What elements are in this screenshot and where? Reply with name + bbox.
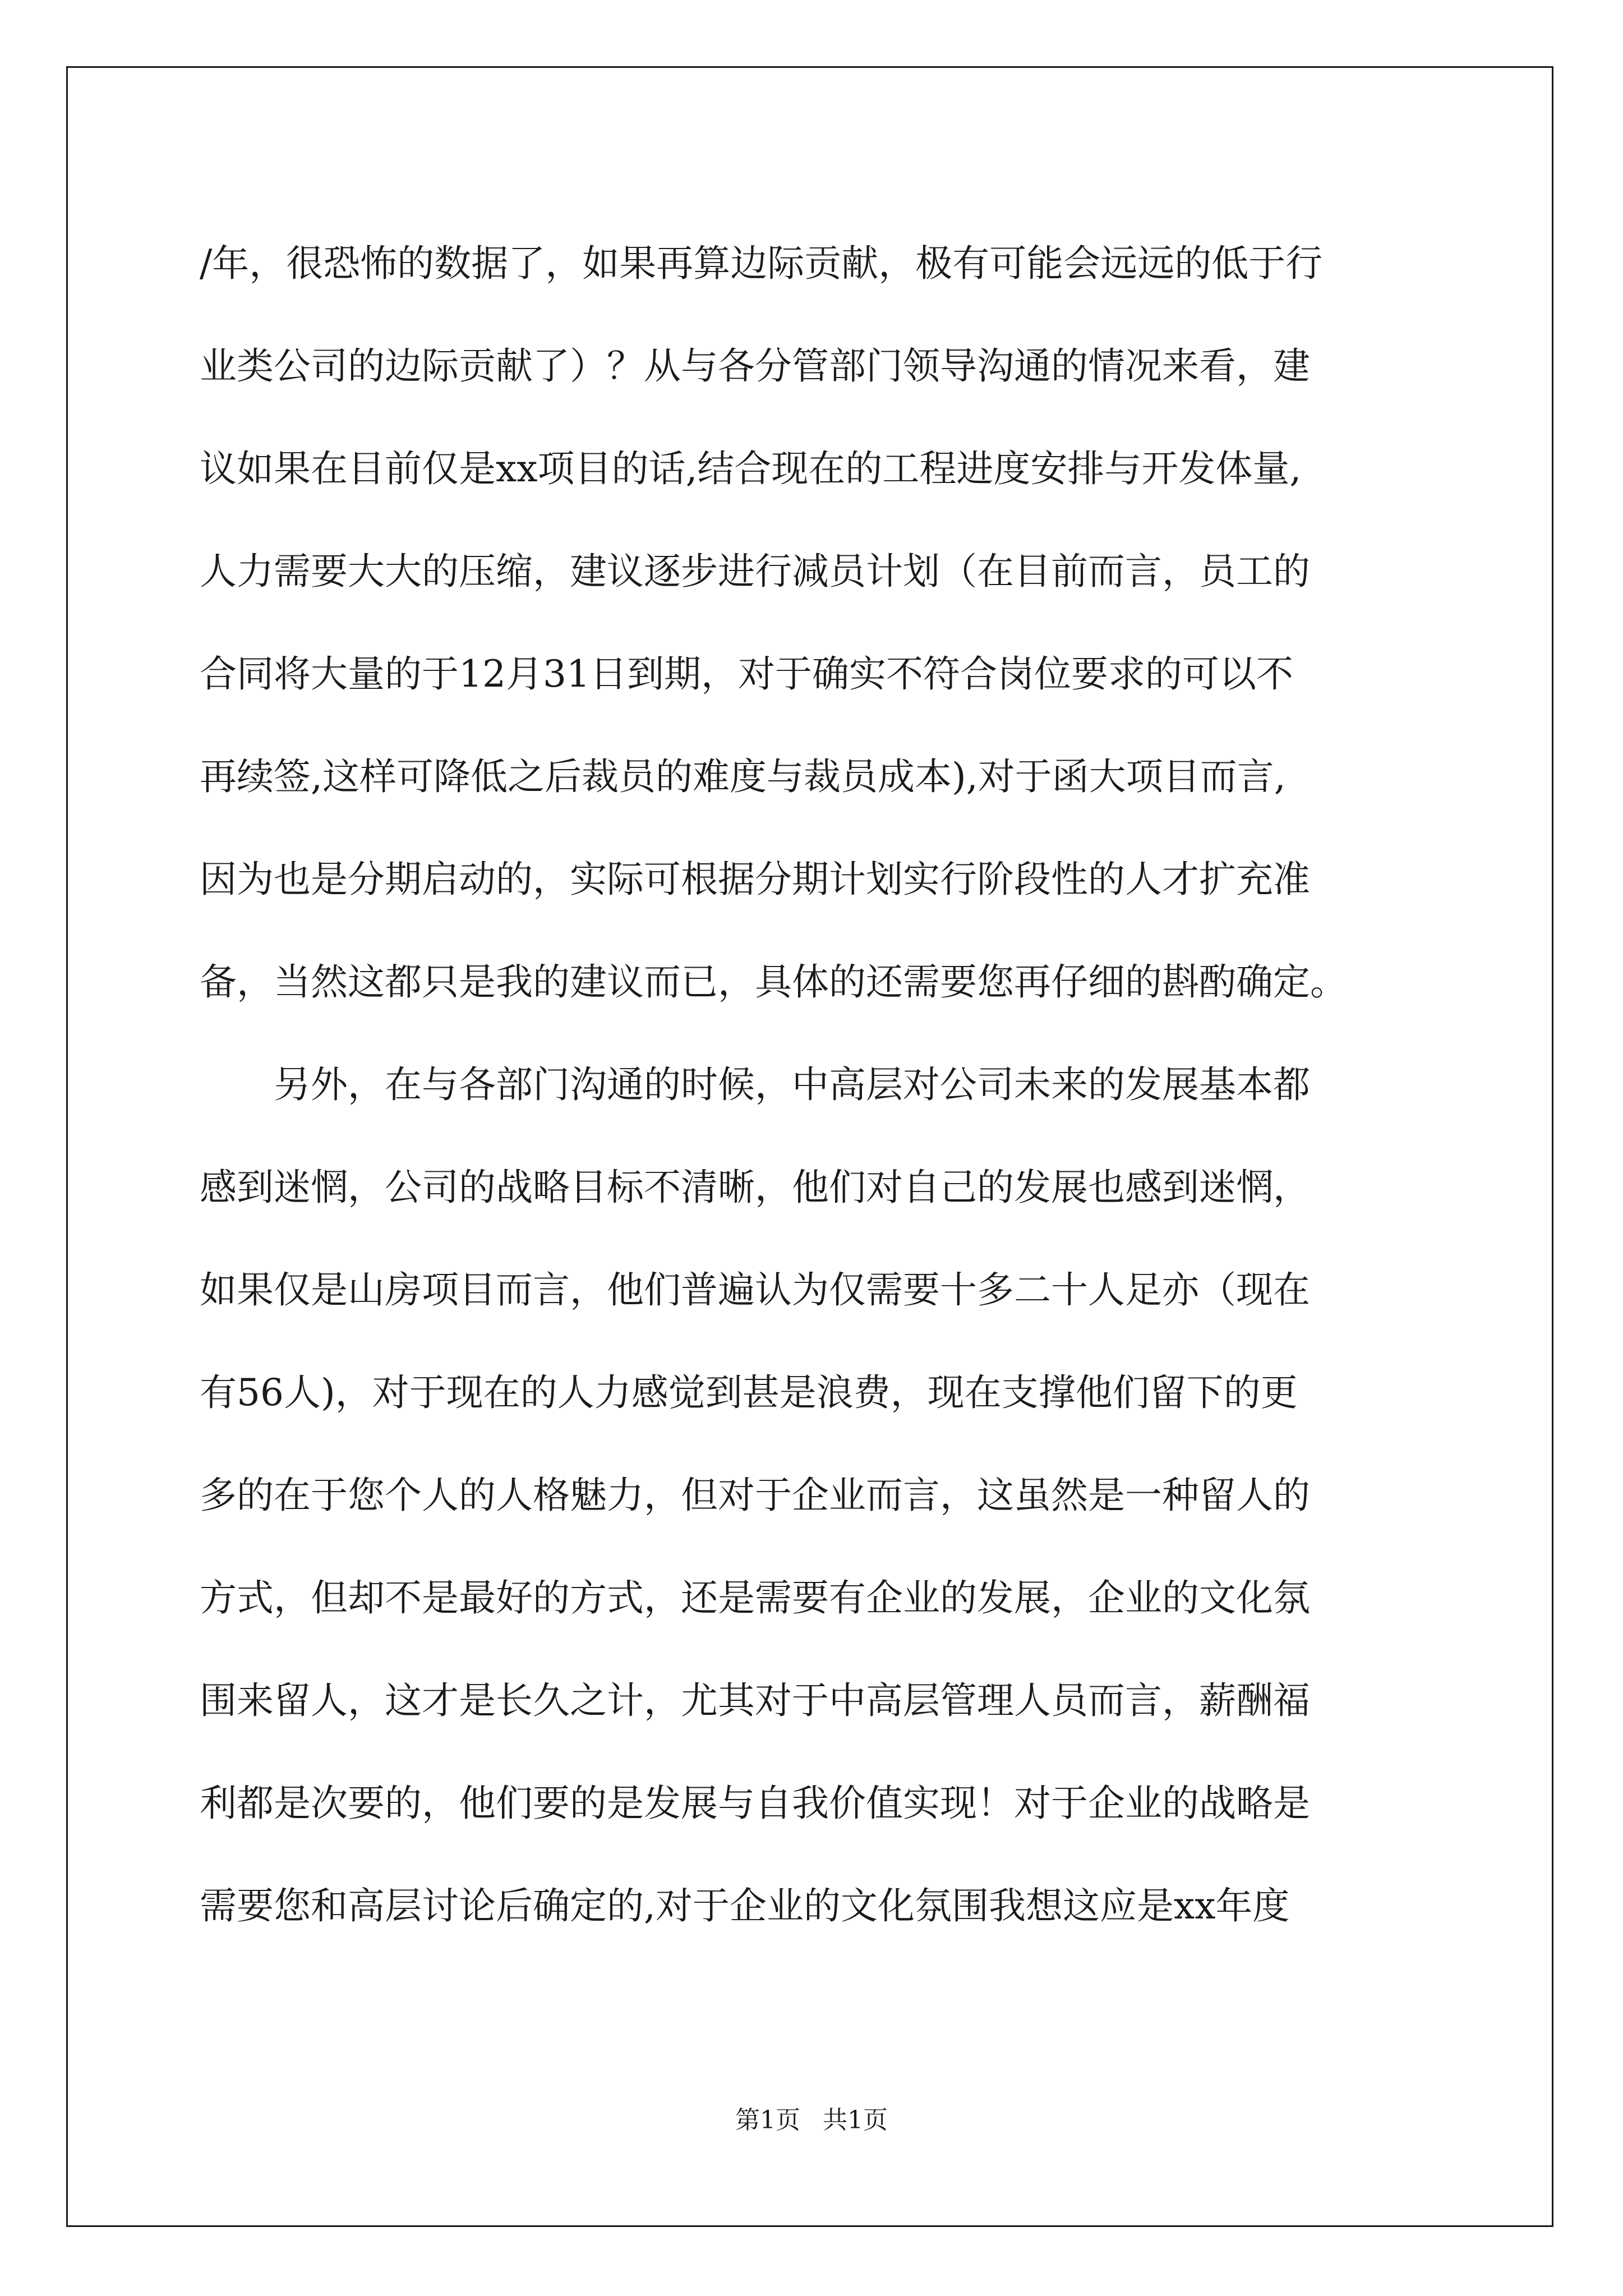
text-line: 方式，但却不是最好的方式，还是需要有企业的发展，企业的文化氛 — [200, 1576, 1310, 1619]
text-line: 有56人)，对于现在的人力感觉到甚是浪费，现在支撑他们留下的更 — [200, 1371, 1298, 1414]
text-line: /年，很恐怖的数据了，如果再算边际贡献，极有可能会远远的低于行 — [200, 242, 1323, 285]
text-line: 人力需要大大的压缩，建议逐步进行减员计划（在目前而言，员工的 — [200, 550, 1310, 593]
text-line: 备，当然这都只是我的建议而已，具体的还需要您再仔细的斟酌确定。 — [200, 960, 1347, 1004]
page-number: 第1页 — [735, 2106, 800, 2134]
page-footer — [0, 2100, 1623, 2136]
text-line: 围来留人，这才是长久之计，尤其对于中高层管理人员而言，薪酬福 — [200, 1679, 1310, 1722]
text-line: 再续签,这样可降低之后裁员的难度与裁员成本),对于函大项目而言, — [200, 755, 1286, 798]
page-total: 共1页 — [823, 2106, 888, 2134]
text-line: 如果仅是山房项目而言，他们普遍认为仅需要十多二十人足亦（现在 — [200, 1268, 1310, 1312]
text-line: 合同将大量的于12月31日到期，对于确实不符合岗位要求的可以不 — [200, 652, 1293, 696]
text-line: 因为也是分期启动的，实际可根据分期计划实行阶段性的人才扩充准 — [200, 858, 1310, 901]
text-line: 另外，在与各部门沟通的时候，中高层对公司未来的发展基本都 — [200, 1063, 1310, 1106]
text-line: 感到迷惘，公司的战略目标不清晰，他们对自己的发展也感到迷惘， — [200, 1166, 1310, 1209]
text-line: 利都是次要的，他们要的是发展与自我价值实现！对于企业的战略是 — [200, 1782, 1310, 1825]
text-line: 业类公司的边际贡献了）？从与各分管部门领导沟通的情况来看，建 — [200, 344, 1310, 388]
text-line: 多的在于您个人的人格魅力，但对于企业而言，这虽然是一种留人的 — [200, 1474, 1310, 1517]
text-line: 议如果在目前仅是xx项目的话,结合现在的工程进度安排与开发体量, — [200, 447, 1302, 490]
text-line: 需要您和高层讨论后确定的,对于企业的文化氛围我想这应是xx年度 — [200, 1884, 1290, 1927]
document-body — [200, 212, 1433, 1957]
